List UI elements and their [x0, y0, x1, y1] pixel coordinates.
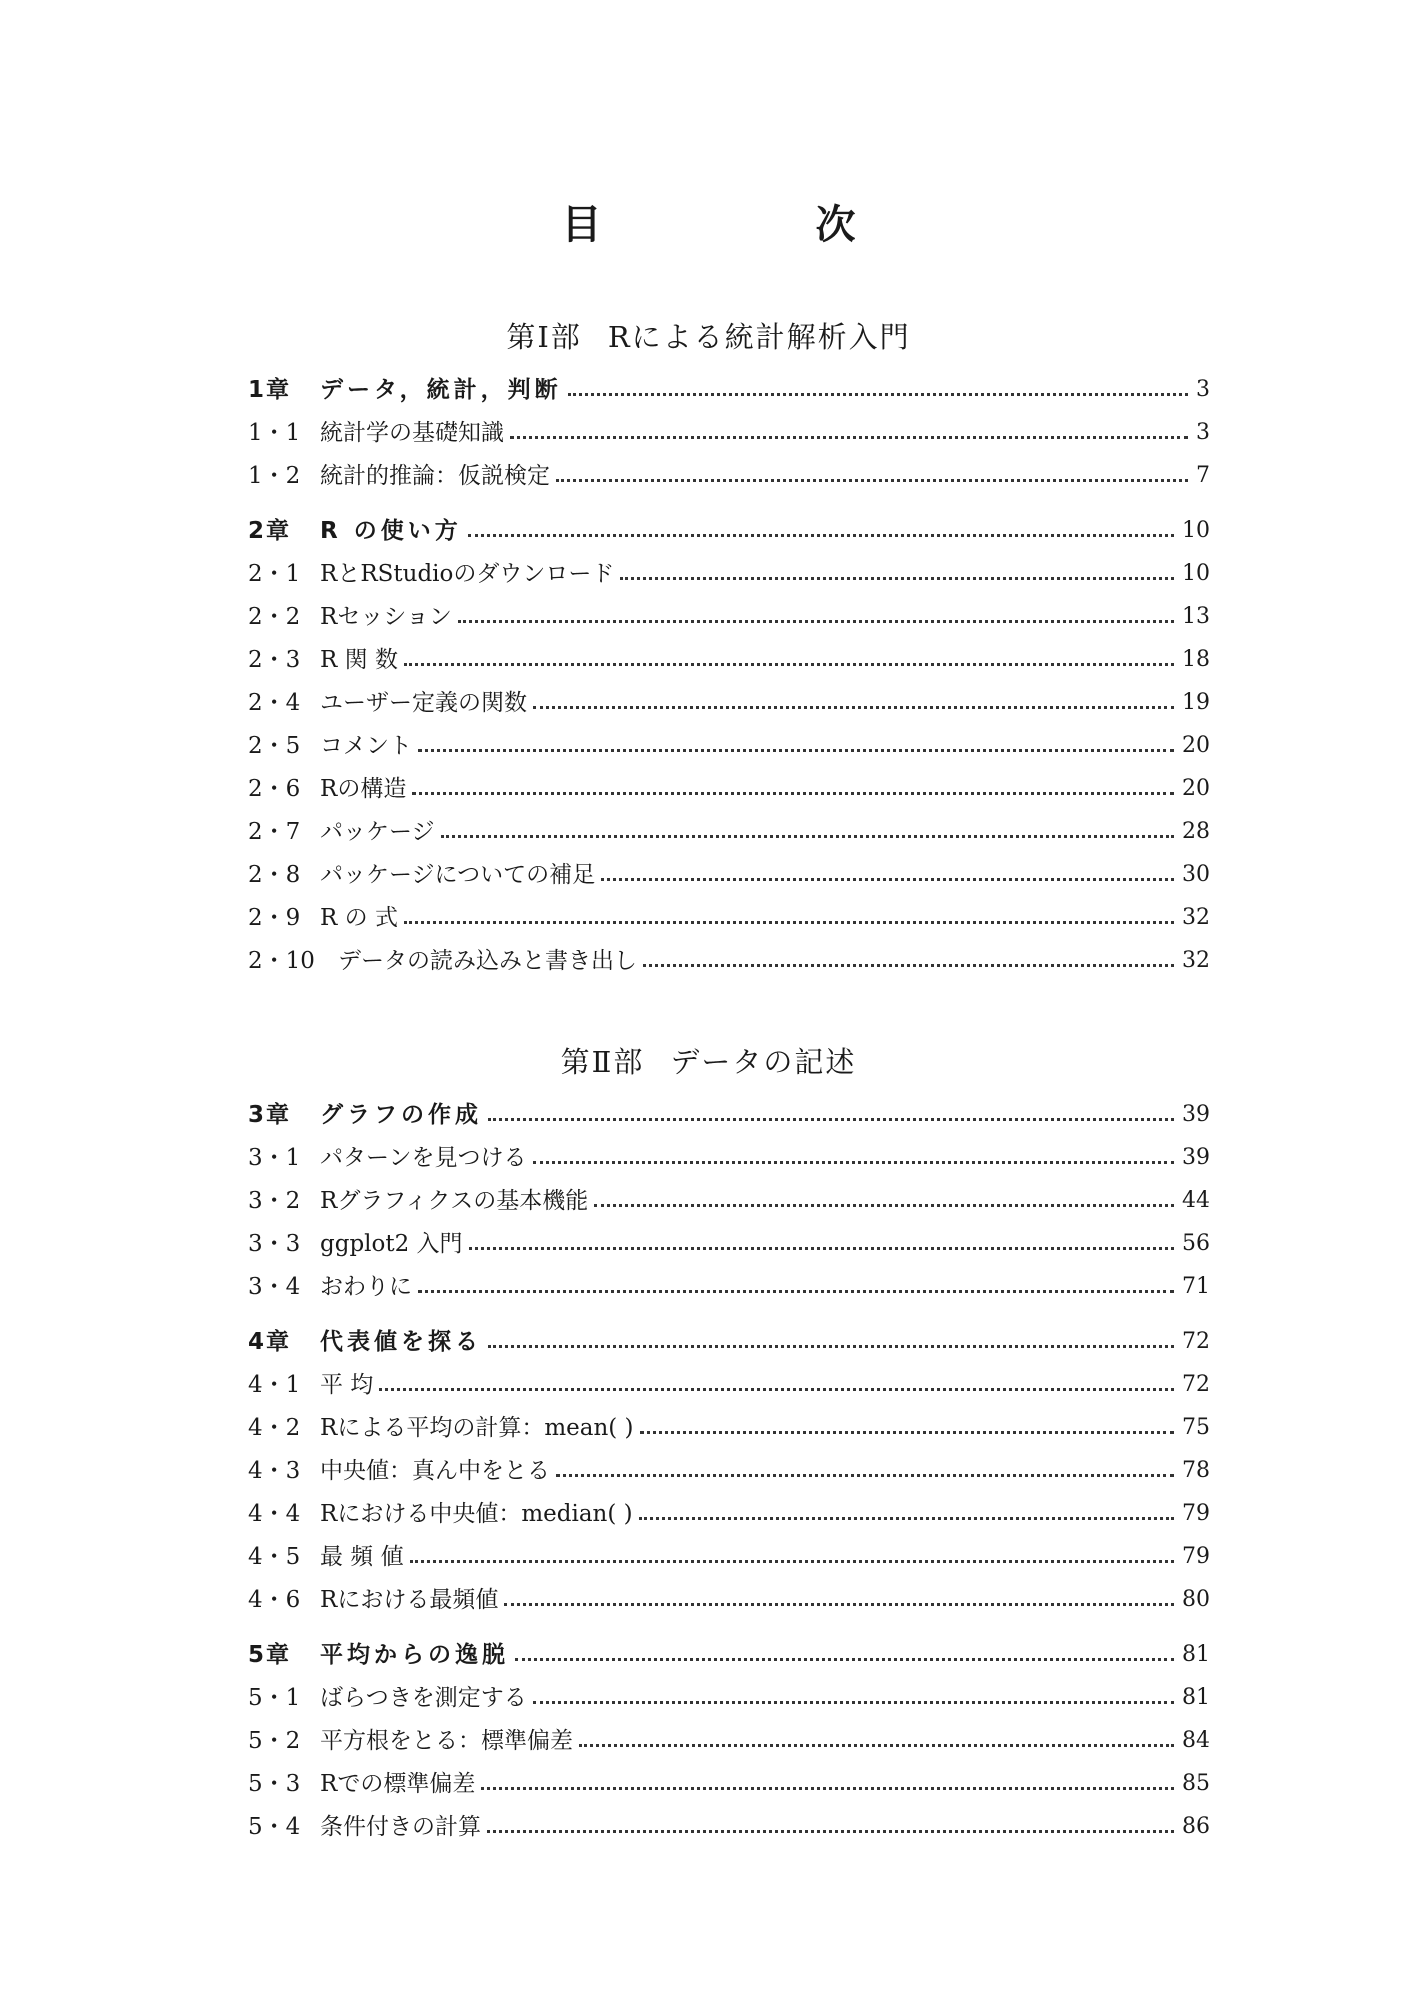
page-number: 13	[1182, 604, 1210, 629]
dot-leader	[510, 436, 1188, 439]
dot-leader	[556, 479, 1188, 482]
entry-number: 2・3	[248, 647, 301, 673]
toc-section-entry	[248, 1413, 1210, 1443]
entry-number: 4章	[248, 1329, 292, 1355]
toc-chapter-entry	[248, 1327, 1210, 1357]
entry-number: 4・1	[248, 1372, 301, 1398]
dot-leader	[418, 749, 1174, 752]
dot-leader	[579, 1744, 1174, 1747]
entry-title: Rによる平均の計算：mean( )	[320, 1415, 634, 1441]
page-number: 84	[1182, 1728, 1210, 1753]
toc-section-entry	[248, 645, 1210, 675]
toc-section-entry	[248, 860, 1210, 890]
entry-title: ばらつきを測定する	[320, 1685, 527, 1711]
entry-number: 3章	[248, 1102, 292, 1128]
entry-title: Rセッション	[320, 604, 452, 630]
page-number: 10	[1182, 561, 1210, 586]
page-number: 19	[1182, 690, 1210, 715]
entry-title: 代表値を探る	[320, 1329, 482, 1355]
part-title: Rによる統計解析入門	[607, 320, 911, 354]
part-heading-1	[0, 320, 1417, 354]
entry-title: 中央値：真ん中をとる	[320, 1458, 550, 1484]
entry-number: 5・3	[248, 1771, 301, 1797]
entry-title: Rの構造	[320, 776, 407, 802]
page-number: 28	[1182, 819, 1210, 844]
dot-leader	[481, 1787, 1174, 1790]
entry-number: 4・3	[248, 1458, 301, 1484]
page-number: 79	[1182, 1501, 1210, 1526]
entry-title: コメント	[320, 733, 412, 759]
page-number: 20	[1182, 733, 1210, 758]
page-number: 56	[1182, 1231, 1210, 1256]
toc-section-entry	[248, 688, 1210, 718]
entry-title: 条件付きの計算	[320, 1814, 481, 1840]
page-number: 86	[1182, 1814, 1210, 1839]
page-number: 80	[1182, 1587, 1210, 1612]
page-number: 32	[1182, 948, 1210, 973]
toc-section-entry	[248, 418, 1210, 448]
page-number: 3	[1196, 377, 1210, 402]
toc-section-entry	[248, 1499, 1210, 1529]
entry-title: Rでの標準偏差	[320, 1771, 476, 1797]
entry-title: パターンを見つける	[320, 1145, 527, 1171]
toc-chapter-entry	[248, 375, 1210, 405]
entry-title: Rにおける最頻値	[320, 1587, 499, 1613]
dot-leader	[568, 393, 1188, 396]
page-number: 72	[1182, 1372, 1210, 1397]
toc-section-entry	[248, 774, 1210, 804]
entry-title: R の 式	[320, 905, 398, 931]
entry-number: 4・4	[248, 1501, 301, 1527]
dot-leader	[487, 1830, 1174, 1833]
toc-section-entry	[248, 903, 1210, 933]
entry-title: 最 頻 値	[320, 1544, 404, 1570]
part-number: 第Ⅱ部	[560, 1045, 645, 1079]
dot-leader	[601, 878, 1174, 881]
page-number: 32	[1182, 905, 1210, 930]
entry-number: 2・2	[248, 604, 301, 630]
toc-section-entry	[248, 1683, 1210, 1713]
toc-section-entry	[248, 1726, 1210, 1756]
dot-leader	[488, 1345, 1174, 1348]
entry-number: 2・5	[248, 733, 301, 759]
page-number: 30	[1182, 862, 1210, 887]
dot-leader	[639, 1517, 1174, 1520]
entry-title: パッケージ	[320, 819, 435, 845]
part-number: 第Ⅰ部	[506, 320, 582, 354]
page-number: 72	[1182, 1329, 1210, 1354]
page-number: 81	[1182, 1685, 1210, 1710]
toc-chapter-entry	[248, 516, 1210, 546]
page-number: 7	[1196, 463, 1210, 488]
entry-number: 3・2	[248, 1188, 301, 1214]
entry-number: 1章	[248, 377, 292, 403]
dot-leader	[488, 1118, 1174, 1121]
entry-title: グラフの作成	[320, 1102, 482, 1128]
entry-title: 統計的推論：仮説検定	[320, 463, 550, 489]
page-number: 3	[1196, 420, 1210, 445]
entry-number: 2・7	[248, 819, 301, 845]
dot-leader	[620, 577, 1174, 580]
dot-leader	[533, 706, 1174, 709]
entry-title: RとRStudioのダウンロード	[320, 561, 615, 587]
toc-section-entry	[248, 461, 1210, 491]
entry-number: 2・9	[248, 905, 301, 931]
entry-number: 1・2	[248, 463, 301, 489]
page-number: 20	[1182, 776, 1210, 801]
dot-leader	[404, 921, 1174, 924]
entry-title: R の使い方	[320, 518, 462, 544]
entry-number: 2・1	[248, 561, 301, 587]
toc-section-entry	[248, 1272, 1210, 1302]
dot-leader	[556, 1474, 1174, 1477]
toc-chapter-entry	[248, 1640, 1210, 1670]
entry-title: Rグラフィクスの基本機能	[320, 1188, 589, 1214]
entry-number: 5章	[248, 1642, 292, 1668]
page-number: 10	[1182, 518, 1210, 543]
page-number: 18	[1182, 647, 1210, 672]
page-number: 81	[1182, 1642, 1210, 1667]
toc-section-entry	[248, 559, 1210, 589]
entry-title: データの読み込みと書き出し	[338, 948, 637, 974]
page-number: 39	[1182, 1102, 1210, 1127]
dot-leader	[410, 1560, 1174, 1563]
toc-section-entry	[248, 1812, 1210, 1842]
page-number: 44	[1182, 1188, 1210, 1213]
page-number: 75	[1182, 1415, 1210, 1440]
toc-chapter-entry	[248, 1100, 1210, 1130]
dot-leader	[412, 792, 1174, 795]
entry-title: パッケージについての補足	[320, 862, 596, 888]
toc-section-entry	[248, 1229, 1210, 1259]
toc-section-entry	[248, 946, 1210, 976]
toc-section-entry	[248, 1370, 1210, 1400]
entry-number: 3・3	[248, 1231, 301, 1257]
entry-number: 1・1	[248, 420, 301, 446]
page-number: 78	[1182, 1458, 1210, 1483]
toc-section-entry	[248, 817, 1210, 847]
entry-number: 2・8	[248, 862, 301, 888]
dot-leader	[469, 1247, 1174, 1250]
entry-title: Rにおける中央値：median( )	[320, 1501, 633, 1527]
page-title: 目 次	[561, 202, 956, 248]
toc-section-entry	[248, 602, 1210, 632]
entry-number: 2章	[248, 518, 292, 544]
entry-number: 4・6	[248, 1587, 301, 1613]
dot-leader	[643, 964, 1174, 967]
entry-number: 5・2	[248, 1728, 301, 1754]
entry-number: 4・5	[248, 1544, 301, 1570]
dot-leader	[515, 1658, 1174, 1661]
entry-title: データ，統計，判断	[320, 377, 562, 403]
page-number: 85	[1182, 1771, 1210, 1796]
dot-leader	[533, 1701, 1174, 1704]
entry-number: 4・2	[248, 1415, 301, 1441]
entry-title: 平 均	[320, 1372, 374, 1398]
entry-title: ユーザー定義の関数	[320, 690, 527, 716]
dot-leader	[533, 1161, 1174, 1164]
dot-leader	[594, 1204, 1174, 1207]
entry-number: 3・1	[248, 1145, 301, 1171]
dot-leader	[504, 1603, 1174, 1606]
entry-title: 統計学の基礎知識	[320, 420, 504, 446]
dot-leader	[458, 620, 1174, 623]
toc-section-entry	[248, 1769, 1210, 1799]
dot-leader	[468, 534, 1174, 537]
dot-leader	[379, 1388, 1174, 1391]
entry-number: 2・10	[248, 948, 315, 974]
toc-section-entry	[248, 1585, 1210, 1615]
entry-title: 平均からの逸脱	[320, 1642, 509, 1668]
entry-number: 2・6	[248, 776, 301, 802]
entry-number: 5・4	[248, 1814, 301, 1840]
toc-section-entry	[248, 1143, 1210, 1173]
entry-number: 2・4	[248, 690, 301, 716]
entry-number: 3・4	[248, 1274, 301, 1300]
entry-title: 平方根をとる：標準偏差	[320, 1728, 573, 1754]
entry-title: R 関 数	[320, 647, 398, 673]
entry-title: ggplot2 入門	[320, 1231, 463, 1257]
dot-leader	[441, 835, 1174, 838]
page-number: 79	[1182, 1544, 1210, 1569]
dot-leader	[640, 1431, 1174, 1434]
dot-leader	[418, 1290, 1174, 1293]
page-number: 39	[1182, 1145, 1210, 1170]
toc-section-entry	[248, 1542, 1210, 1572]
entry-number: 5・1	[248, 1685, 301, 1711]
entry-title: おわりに	[320, 1274, 412, 1300]
dot-leader	[404, 663, 1174, 666]
part-title: データの記述	[670, 1045, 857, 1079]
toc-section-entry	[248, 1456, 1210, 1486]
page-number: 71	[1182, 1274, 1210, 1299]
toc-section-entry	[248, 731, 1210, 761]
part-heading-2	[0, 1045, 1417, 1079]
toc-section-entry	[248, 1186, 1210, 1216]
